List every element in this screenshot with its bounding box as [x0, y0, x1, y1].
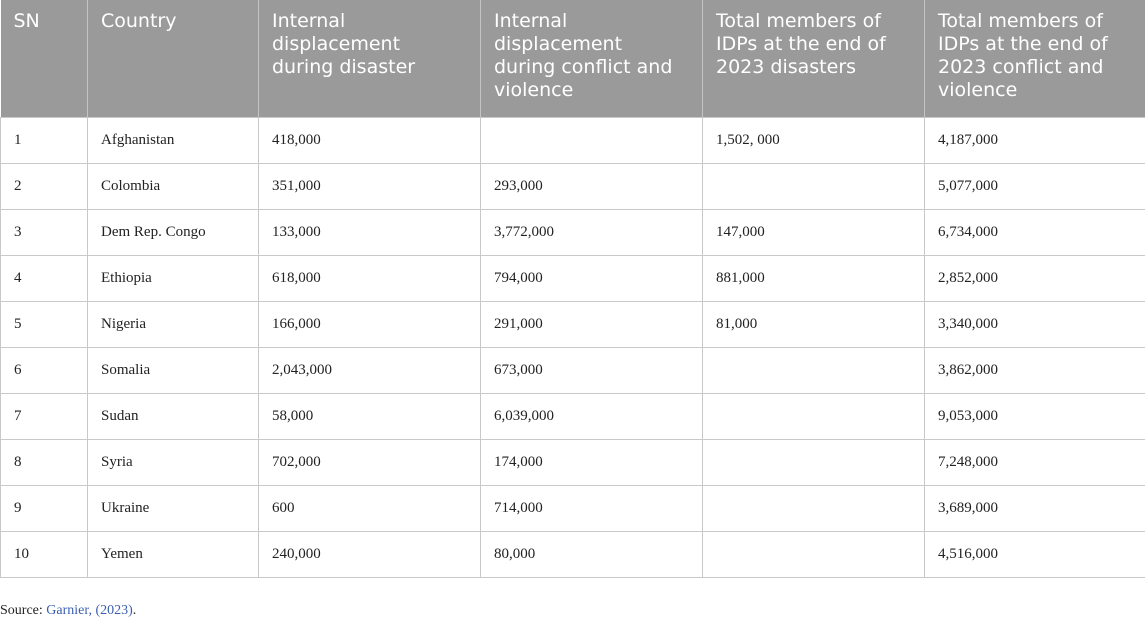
table-row: [1, 485, 1145, 531]
cell-total-disasters: [703, 531, 925, 577]
cell-sn: 4: [1, 255, 88, 301]
header-country: Country: [88, 0, 259, 117]
cell-total-disasters: [703, 347, 925, 393]
table-row: [1, 347, 1145, 393]
cell-total-disasters: [703, 163, 925, 209]
header-displacement-disaster: Internal displacement during disaster: [259, 0, 481, 117]
table-row: [1, 209, 1145, 255]
cell-total-conflict: 7,248,000: [925, 439, 1145, 485]
cell-displacement-disaster: 240,000: [259, 531, 481, 577]
cell-country: Somalia: [88, 347, 259, 393]
header-total-disasters: Total members of IDPs at the end of 2023 disasters: [703, 0, 925, 117]
cell-sn: 2: [1, 163, 88, 209]
cell-total-conflict: 4,516,000: [925, 531, 1145, 577]
cell-total-conflict: 2,852,000: [925, 255, 1145, 301]
cell-country: Yemen: [88, 531, 259, 577]
cell-displacement-conflict: 714,000: [481, 485, 703, 531]
table-row: [1, 117, 1145, 163]
cell-total-disasters: 1,502, 000: [703, 117, 925, 163]
cell-displacement-disaster: 600: [259, 485, 481, 531]
cell-displacement-disaster: 2,043,000: [259, 347, 481, 393]
cell-total-disasters: 81,000: [703, 301, 925, 347]
cell-sn: 6: [1, 347, 88, 393]
cell-country: Dem Rep. Congo: [88, 209, 259, 255]
cell-sn: 8: [1, 439, 88, 485]
table-row: [1, 393, 1145, 439]
cell-country: Ethiopia: [88, 255, 259, 301]
cell-displacement-conflict: 6,039,000: [481, 393, 703, 439]
cell-sn: 10: [1, 531, 88, 577]
cell-displacement-conflict: 80,000: [481, 531, 703, 577]
header-row: [1, 0, 1145, 117]
cell-country: Nigeria: [88, 301, 259, 347]
cell-displacement-disaster: 351,000: [259, 163, 481, 209]
cell-total-conflict: 6,734,000: [925, 209, 1145, 255]
cell-total-conflict: 3,340,000: [925, 301, 1145, 347]
table-header: [1, 0, 1145, 117]
cell-displacement-conflict: [481, 117, 703, 163]
cell-total-disasters: 881,000: [703, 255, 925, 301]
cell-total-conflict: 4,187,000: [925, 117, 1145, 163]
cell-total-disasters: 147,000: [703, 209, 925, 255]
cell-displacement-disaster: 702,000: [259, 439, 481, 485]
cell-displacement-disaster: 618,000: [259, 255, 481, 301]
cell-displacement-disaster: 166,000: [259, 301, 481, 347]
cell-country: Sudan: [88, 393, 259, 439]
cell-total-conflict: 9,053,000: [925, 393, 1145, 439]
cell-sn: 3: [1, 209, 88, 255]
cell-country: Afghanistan: [88, 117, 259, 163]
table-row: [1, 255, 1145, 301]
cell-displacement-conflict: 794,000: [481, 255, 703, 301]
table-row: [1, 531, 1145, 577]
cell-total-conflict: 3,862,000: [925, 347, 1145, 393]
cell-total-disasters: [703, 439, 925, 485]
header-total-conflict: Total members of IDPs at the end of 2023 conflict and violence: [925, 0, 1145, 117]
cell-country: Ukraine: [88, 485, 259, 531]
table-row: [1, 439, 1145, 485]
cell-sn: 1: [1, 117, 88, 163]
table-row: [1, 163, 1145, 209]
source-note: [0, 603, 136, 619]
table-body: [1, 117, 1145, 577]
cell-total-disasters: [703, 393, 925, 439]
header-displacement-conflict: Internal displacement during conflict and violence: [481, 0, 703, 117]
cell-country: Colombia: [88, 163, 259, 209]
header-sn: SN: [1, 0, 88, 117]
cell-total-conflict: 5,077,000: [925, 163, 1145, 209]
cell-displacement-conflict: 291,000: [481, 301, 703, 347]
cell-displacement-disaster: 58,000: [259, 393, 481, 439]
table-row: [1, 301, 1145, 347]
cell-displacement-disaster: 418,000: [259, 117, 481, 163]
cell-total-disasters: [703, 485, 925, 531]
cell-displacement-conflict: 3,772,000: [481, 209, 703, 255]
cell-sn: 9: [1, 485, 88, 531]
source-label: Source:: [0, 603, 47, 618]
cell-sn: 5: [1, 301, 88, 347]
cell-country: Syria: [88, 439, 259, 485]
cell-displacement-conflict: 174,000: [481, 439, 703, 485]
cell-displacement-conflict: 293,000: [481, 163, 703, 209]
source-suffix: .: [132, 603, 137, 618]
cell-displacement-conflict: 673,000: [481, 347, 703, 393]
cell-sn: 7: [1, 393, 88, 439]
source-link[interactable]: Garnier, (2023): [46, 603, 133, 618]
cell-displacement-disaster: 133,000: [259, 209, 481, 255]
cell-total-conflict: 3,689,000: [925, 485, 1145, 531]
